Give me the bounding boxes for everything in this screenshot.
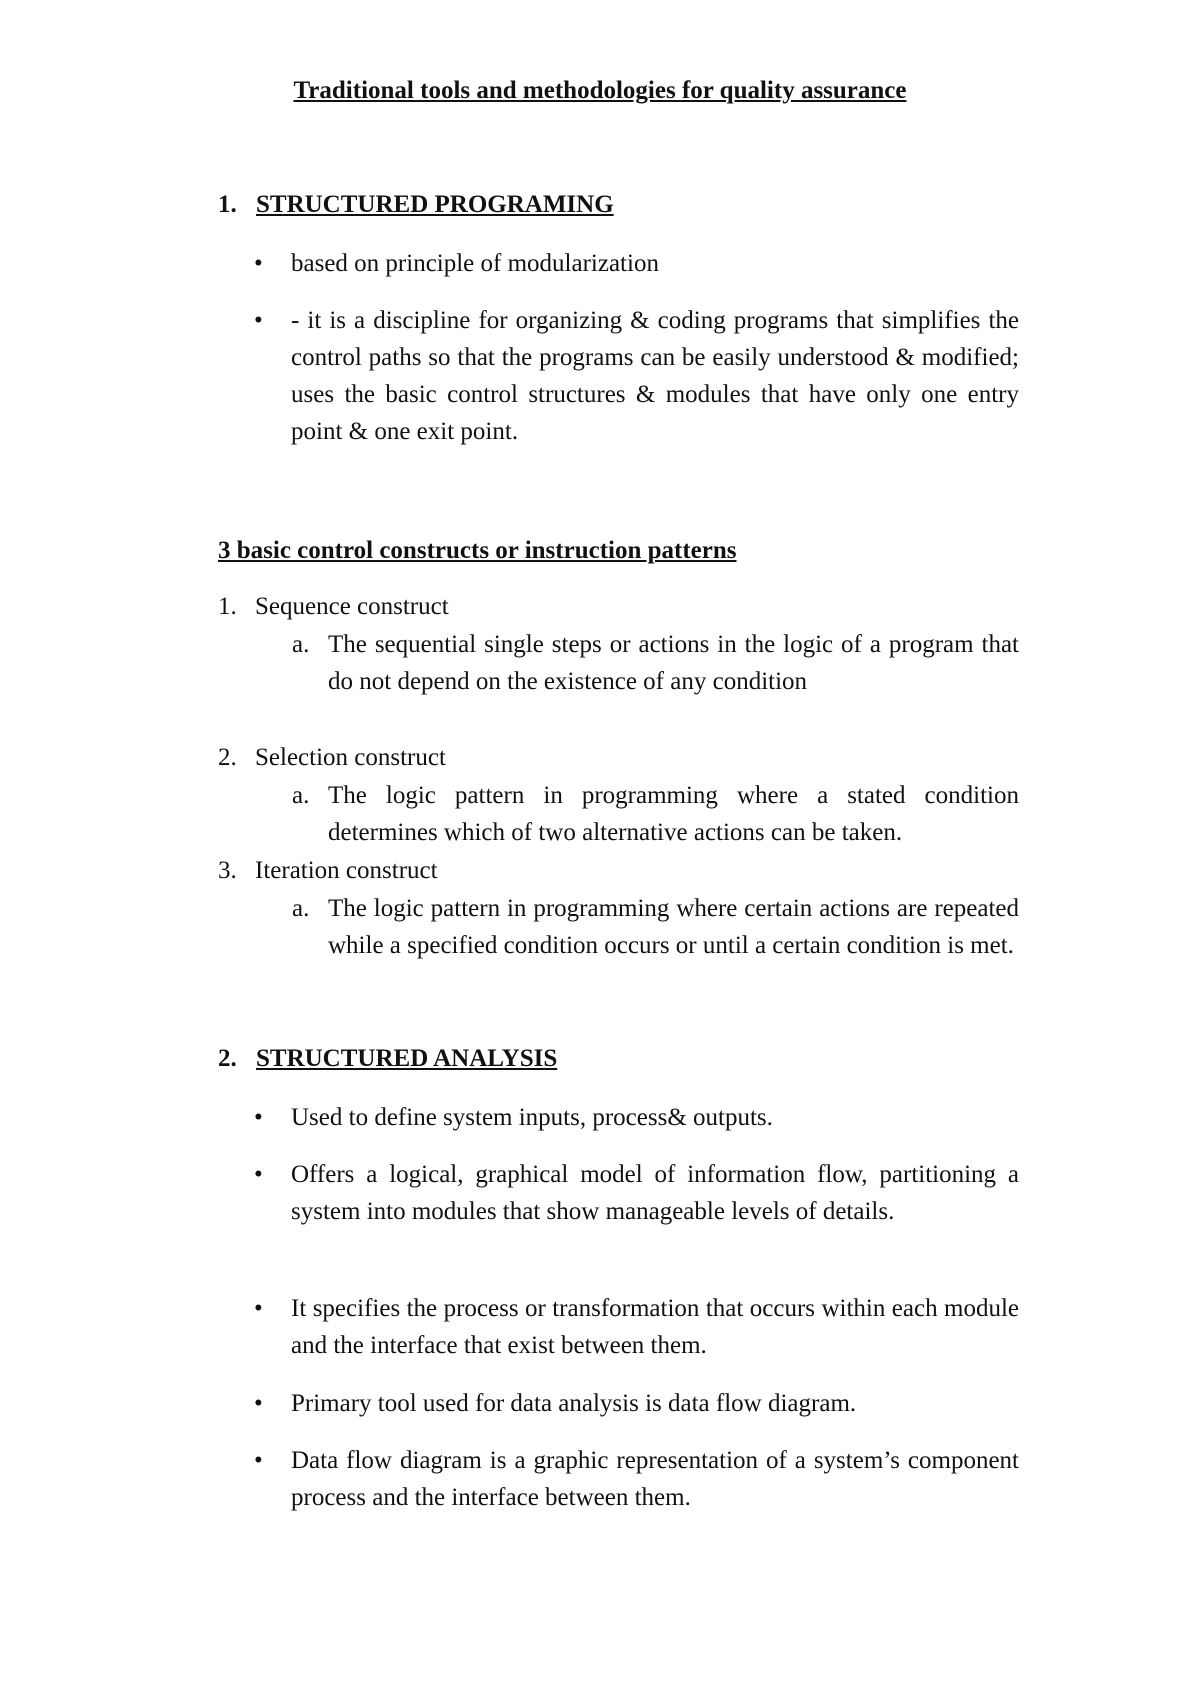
bullet-icon: • <box>254 250 263 277</box>
sub-letter: a. <box>292 895 310 922</box>
bullet-text: - it is a discipline for organizing & coding programs that simplifies the control paths so that the programs can be easily understood & modified; uses the basic control structures & modules that have only one entry point & one exit point. <box>291 307 1019 445</box>
item-number: 1. <box>218 593 237 620</box>
bullet-icon: • <box>254 1295 263 1322</box>
bullet-icon: • <box>254 1161 263 1188</box>
bullet-icon: • <box>254 307 263 334</box>
item-label: Sequence construct <box>255 593 449 620</box>
section-heading-text: STRUCTURED PROGRAMING <box>256 191 614 218</box>
item-number: 2. <box>218 744 237 771</box>
bullet-icon: • <box>254 1104 263 1131</box>
sub-text: The sequential single steps or actions in the logic of a program that do not depend on the existence of any condition <box>328 631 1019 695</box>
subsection-heading: 3 basic control constructs or instruction patterns <box>218 537 737 564</box>
section-number: 1. <box>218 191 237 218</box>
sub-letter: a. <box>292 782 310 809</box>
document-title: Traditional tools and methodologies for quality assurance <box>293 77 907 104</box>
sub-letter: a. <box>292 631 310 658</box>
sub-text: The logic pattern in programming where a stated condition determines which of two alternative actions can be taken. <box>328 782 1019 846</box>
item-number: 3. <box>218 857 237 884</box>
bullet-text: It specifies the process or transformation that occurs within each module and the interface that exist between them. <box>291 1295 1019 1359</box>
item-label: Iteration construct <box>255 857 438 884</box>
item-label: Selection construct <box>255 744 446 771</box>
bullet-text: based on principle of modularization <box>291 250 659 277</box>
section-number: 2. <box>218 1045 237 1072</box>
bullet-text: Data flow diagram is a graphic representation of a system’s component process and the interface between them. <box>291 1447 1019 1511</box>
section-heading-text: STRUCTURED ANALYSIS <box>256 1045 558 1072</box>
sub-text: The logic pattern in programming where certain actions are repeated while a specified condition occurs or until a certain condition is met. <box>328 895 1019 959</box>
bullet-text: Offers a logical, graphical model of information flow, partitioning a system into modules that show manageable levels of details. <box>291 1161 1019 1225</box>
bullet-icon: • <box>254 1390 263 1417</box>
bullet-text: Primary tool used for data analysis is data flow diagram. <box>291 1390 857 1417</box>
bullet-icon: • <box>254 1447 263 1474</box>
bullet-text: Used to define system inputs, process& outputs. <box>291 1104 773 1131</box>
